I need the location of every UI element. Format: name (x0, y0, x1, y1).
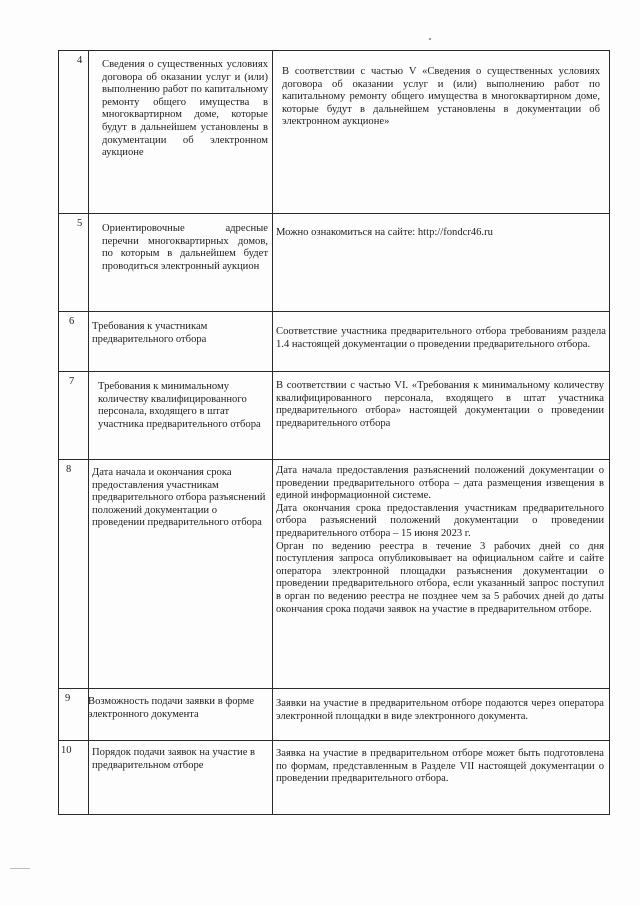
row-8-right-text: Дата начала предоставления разъяснений положений документации о проведении предварительного отбора – дата размещения извещения в единой информационной системе. Дата окончания срока предоставления участникам предварительного отбора разъяснений положений документации о проведении предварительного отбора – 15 июня 2023 г. Орган по ведению реестра в течение 3 рабочих дней со дня поступления запроса опубликовывает на официальном сайте и сайте оператора электронной площадки разъяснения документации о проведении предварительного отбора, если указанный запрос поступил в орган по ведению реестра не позднее чем за 5 рабочих дней до даты окончания срока подачи заявок на участие в предварительном отборе. (276, 465, 604, 615)
row-number: 7 (69, 376, 75, 387)
row-7-right-text: В соответствии с частью VI. «Требования к минимальному количеству квалифицированного персонала, входящего в штат участника предварительного отбора» настоящей документации о проведении предварительного отбора (276, 380, 604, 429)
row-6-right-text: Соответствие участника предварительного отбора требованиям раздела 1.4 настоящей документации о проведении предварительного отбора. (276, 326, 606, 350)
row-number: 4 (77, 55, 83, 66)
info-table (58, 50, 610, 815)
row-number: 10 (61, 745, 72, 756)
row-9-right-text: Заявки на участие в предварительном отборе подаются через оператора электронной площадки в виде электронного документа. (276, 698, 604, 722)
row-10-left-text: Порядок подачи заявок на участие в предварительном отборе (92, 747, 256, 771)
margin-mark (10, 868, 30, 869)
row-4-right-text: В соответствии с частью V «Сведения о существенных условиях договора об оказании услуг и (или) выполнению работ по капитальному ремонту общего имущества в многоквартирном доме, которые будут в дальнейшем установлены в документации об электронном аукционе» (282, 66, 600, 128)
row-10-right-text: Заявка на участие в предварительном отборе может быть подготовлена по формам, представленным в Разделе VII настоящей документации о проведении предварительного отбора. (276, 748, 604, 785)
row-6-left-text: Требования к участникам предварительного отбора (92, 321, 208, 345)
row-number: 9 (65, 693, 71, 704)
row-4-left-text: Сведения о существенных условиях договора об оказании услуг и (или) выполнению работ по капитальному ремонту общего имущества в многоквартирном доме, которые будут в дальнейшем установлены в документации об электронном аукционе (102, 59, 268, 159)
row-number: 6 (69, 316, 75, 327)
row-5-right-text: Можно ознакомиться на сайте: http://fondcr46.ru (276, 227, 493, 238)
row-number: 8 (66, 464, 72, 475)
row-9-left-text: Возможность подачи заявки в форме электронного документа (88, 696, 255, 720)
row-7-left-text: Требования к минимальному количеству квалифицированного персонала, входящего в штат участника предварительного отбора (98, 381, 261, 430)
row-8-left-text: Дата начала и окончания срока предоставления участникам предварительного отбора разъяснений положений документации о проведении предварительного отбора (92, 467, 266, 529)
scan-speck (429, 38, 431, 40)
row-5-left-text: Ориентировочные адресные перечни многоквартирных домов, по которым в дальнейшем будет проводиться электронный аукцион (102, 223, 268, 272)
row-number: 5 (77, 218, 83, 229)
